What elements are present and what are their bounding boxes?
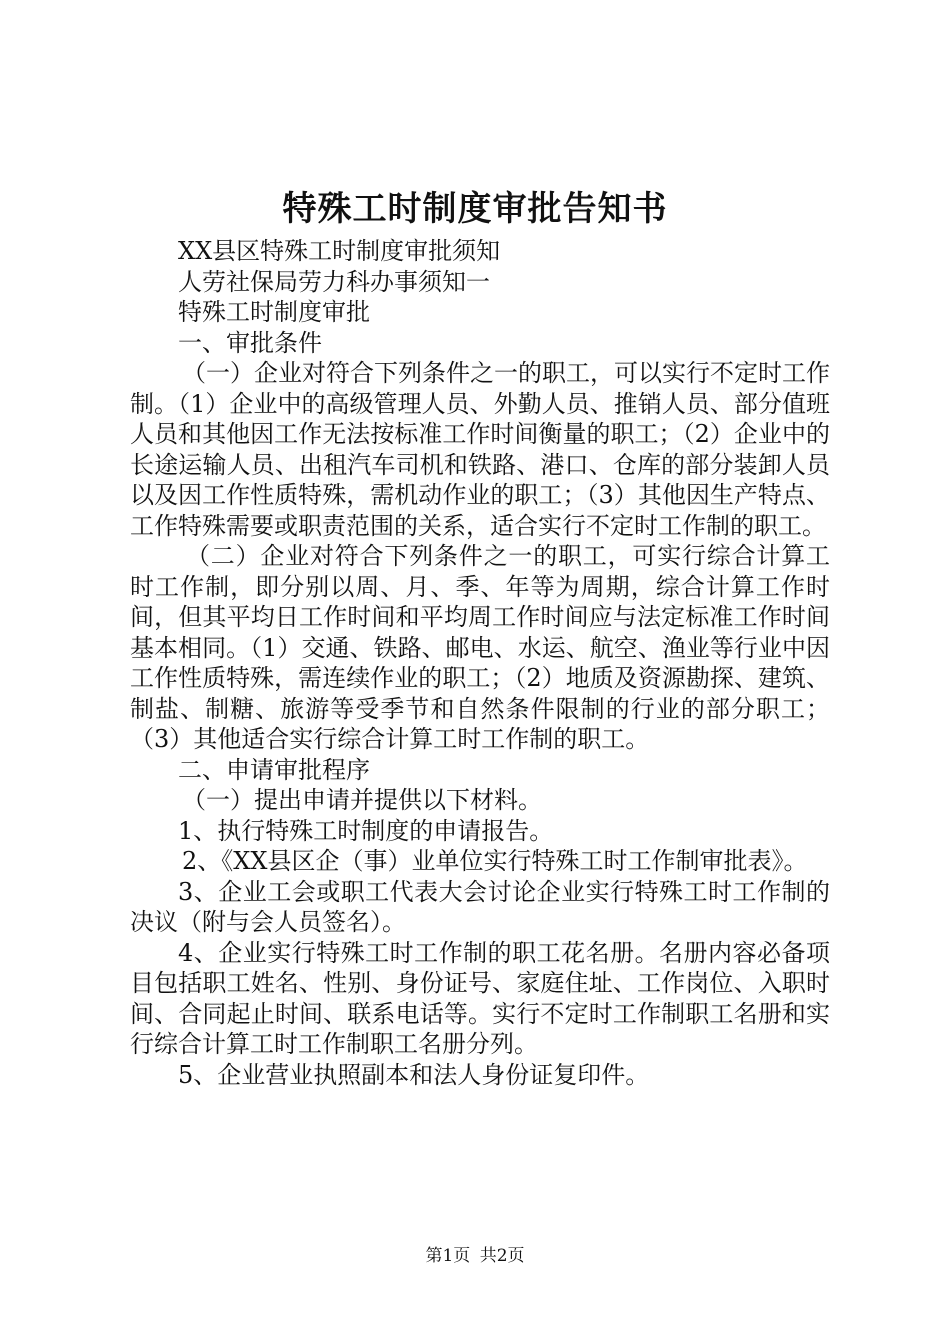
paragraph-subtitle: XX县区特殊工时制度审批须知	[178, 237, 501, 265]
page-footer	[0, 1244, 950, 1268]
document-title: 特殊工时制度审批告知书	[282, 189, 668, 229]
heading-approval-conditions: 一、审批条件	[178, 328, 322, 357]
page-number-current: 第1页	[425, 1246, 471, 1266]
paragraph-condition-2: （二）企业对符合下列条件之一的职工，可实行综合计算工时工作制，即分别以周、月、季、年等为周期，综合计算工作时间，但其平均日工作时间和平均周工作时间应与法定标准工作时间基本相同。（1）交通、铁路、邮电、水运、航空、渔业等行业中因工作性质特殊，需连续作业的职工；（2）地质及资源勘探、建筑、制盐、制糖、旅游等受季节和自然条件限制的行业的部分职工；（3）其他适合实行综合计算工时工作制的职工。	[130, 542, 830, 753]
list-item-material-5: 5、企业营业执照副本和法人身份证复印件。	[178, 1060, 650, 1089]
list-item-material-1: 1、执行特殊工时制度的申请报告。	[178, 816, 554, 845]
list-item-material-2: 2、《XX县区企（事）业单位实行特殊工时工作制审批表》。	[182, 847, 808, 875]
paragraph-condition-1: （一）企业对符合下列条件之一的职工，可以实行不定时工作制。（1）企业中的高级管理人员、外勤人员、推销人员、部分值班人员和其他因工作无法按标准工作时间衡量的职工；（2）企业中的长途运输人员、出租汽车司机和铁路、港口、仓库的部分装卸人员以及因工作性质特殊，需机动作业的职工；（3）其他因生产特点、工作特殊需要或职责范围的关系，适合实行不定时工作制的职工。	[130, 359, 830, 540]
heading-application-procedure: 二、申请审批程序	[178, 755, 370, 784]
paragraph-section-heading: 特殊工时制度审批	[178, 298, 370, 326]
list-item-material-4: 4、企业实行特殊工时工作制的职工花名册。名册内容必备项目包括职工姓名、性别、身份证号、家庭住址、工作岗位、入职时间、合同起止时间、联系电话等。实行不定时工作制职工名册和实行综合计算工时工作制职工名册分列。	[130, 938, 830, 1058]
paragraph-materials-intro: （一）提出申请并提供以下材料。	[182, 786, 542, 814]
list-item-material-3: 3、企业工会或职工代表大会讨论企业实行特殊工时工作制的决议（附与会人员签名）。	[130, 877, 830, 936]
page-number-total: 共2页	[479, 1246, 525, 1266]
document-body	[130, 236, 830, 1090]
paragraph-office-notice: 人劳社保局劳力科办事须知一	[178, 267, 490, 296]
